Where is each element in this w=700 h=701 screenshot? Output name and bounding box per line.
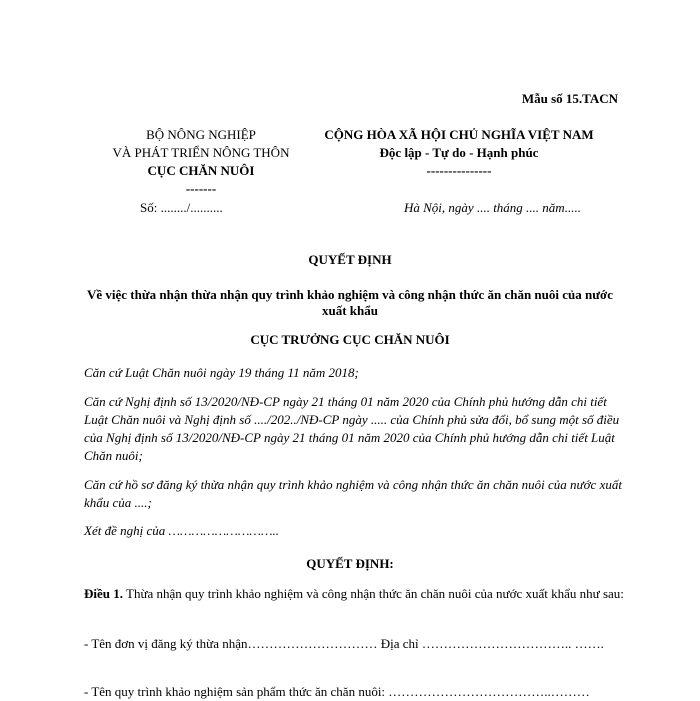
issuer-ministry-line2: VÀ PHÁT TRIỂN NÔNG THÔN xyxy=(112,145,290,160)
republic-block xyxy=(283,126,635,180)
decision-title: QUYẾT ĐỊNH xyxy=(308,252,392,267)
place-date: Hà Nội, ngày .... tháng .... năm..... xyxy=(404,200,581,215)
article-1 xyxy=(84,585,624,603)
decision-subject: Về việc thừa nhận thừa nhận quy trình khảo nghiệm và công nhận thức ăn chăn nuôi của nước xuất khẩu xyxy=(86,287,614,318)
basis-law: Căn cứ Luật Chăn nuôi ngày 19 tháng 11 năm 2018; xyxy=(84,365,359,380)
basis-decree: Căn cứ Nghị định số 13/2020/NĐ-CP ngày 21 tháng 01 năm 2020 của Chính phủ hướng dẫn chi tiết Luật Chăn nuôi và Nghị định số ..../202../NĐ-CP ngày ..... của Chính phủ sửa đổi, bổ sung một số điều của Nghị định số 13/2020/NĐ-CP ngày 21 tháng 01 năm 2020 của Chính phủ hướng dẫn chi tiết Luật Chăn nuôi; xyxy=(84,394,620,463)
reference-number: Số: ......../.......... xyxy=(140,200,223,215)
article-1-label: Điều 1. xyxy=(84,586,123,601)
issuer-block xyxy=(96,126,306,198)
decides-heading: QUYẾT ĐỊNH: xyxy=(306,556,394,571)
republic-name: CỘNG HÒA XÃ HỘI CHỦ NGHĨA VIỆT NAM xyxy=(324,127,594,142)
authority-title: CỤC TRƯỞNG CỤC CHĂN NUÔI xyxy=(250,332,450,347)
form-number: Mẫu số 15.TACN xyxy=(521,91,618,106)
republic-divider: --------------- xyxy=(426,163,492,178)
issuer-ministry: BỘ NÔNG NGHIỆP xyxy=(146,127,256,142)
issuer-divider: ------- xyxy=(185,181,217,196)
basis-dossier: Căn cứ hồ sơ đăng ký thừa nhận quy trình khảo nghiệm và công nhận thức ăn chăn nuôi của nước xuất khẩu của ....; xyxy=(84,477,622,510)
issuer-department: CỤC CHĂN NUÔI xyxy=(147,163,255,178)
item-registrant: - Tên đơn vị đăng ký thừa nhận………………………… Địa chỉ …………………………….. ……. xyxy=(84,636,604,651)
republic-motto: Độc lập - Tự do - Hạnh phúc xyxy=(379,145,539,160)
basis-proposal: Xét đề nghị của ……………………….. xyxy=(84,523,280,538)
item-procedure: - Tên quy trình khảo nghiệm sản phẩm thức ăn chăn nuôi: ………………………………..……… xyxy=(84,684,590,699)
article-1-text: Thừa nhận quy trình khảo nghiệm và công nhận thức ăn chăn nuôi của nước xuất khẩu như sau: xyxy=(123,586,624,601)
